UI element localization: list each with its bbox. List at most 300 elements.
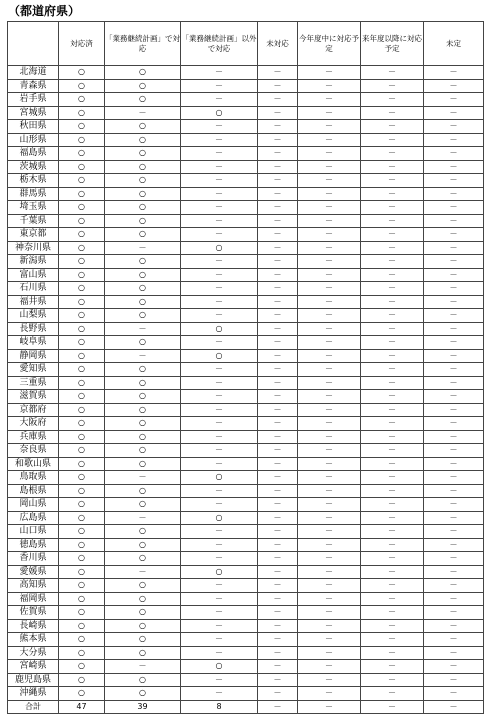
dash-mark: － xyxy=(424,511,484,525)
prefecture-name: 和歌山県 xyxy=(8,457,59,471)
table-row xyxy=(8,471,484,485)
prefecture-name: 静岡県 xyxy=(8,349,59,363)
dash-mark: － xyxy=(181,417,258,431)
dash-mark: － xyxy=(258,484,298,498)
circle-mark: ○ xyxy=(181,241,258,255)
circle-mark: ○ xyxy=(59,430,105,444)
prefecture-name: 茨城県 xyxy=(8,160,59,174)
table-row xyxy=(8,633,484,647)
dash-mark: － xyxy=(298,390,361,404)
dash-mark: － xyxy=(258,214,298,228)
prefecture-name: 東京都 xyxy=(8,228,59,242)
dash-mark: － xyxy=(298,93,361,107)
dash-mark: － xyxy=(298,120,361,134)
dash-mark: － xyxy=(361,93,424,107)
dash-mark: － xyxy=(361,282,424,296)
table-row xyxy=(8,282,484,296)
dash-mark: － xyxy=(181,579,258,593)
dash-mark: － xyxy=(258,471,298,485)
circle-mark: ○ xyxy=(105,201,181,215)
circle-mark: ○ xyxy=(59,660,105,674)
circle-mark: ○ xyxy=(59,525,105,539)
dash-mark: － xyxy=(181,93,258,107)
dash-mark: － xyxy=(258,552,298,566)
circle-mark: ○ xyxy=(59,309,105,323)
table-row xyxy=(8,646,484,660)
dash-mark: － xyxy=(181,619,258,633)
dash-mark: － xyxy=(298,336,361,350)
dash-mark: － xyxy=(181,403,258,417)
total-value: － xyxy=(298,700,361,713)
prefecture-name: 三重県 xyxy=(8,376,59,390)
prefecture-name: 神奈川県 xyxy=(8,241,59,255)
circle-mark: ○ xyxy=(59,255,105,269)
dash-mark: － xyxy=(424,592,484,606)
dash-mark: － xyxy=(361,363,424,377)
prefecture-name: 千葉県 xyxy=(8,214,59,228)
prefecture-name: 北海道 xyxy=(8,66,59,80)
circle-mark: ○ xyxy=(59,471,105,485)
dash-mark: － xyxy=(424,660,484,674)
circle-mark: ○ xyxy=(105,79,181,93)
dash-mark: － xyxy=(361,241,424,255)
total-value: 8 xyxy=(181,700,258,713)
circle-mark: ○ xyxy=(59,565,105,579)
dash-mark: － xyxy=(181,120,258,134)
circle-mark: ○ xyxy=(105,336,181,350)
dash-mark: － xyxy=(258,390,298,404)
dash-mark: － xyxy=(258,660,298,674)
dash-mark: － xyxy=(361,484,424,498)
table-row xyxy=(8,228,484,242)
dash-mark: － xyxy=(258,538,298,552)
circle-mark: ○ xyxy=(59,498,105,512)
table-row xyxy=(8,525,484,539)
prefecture-name: 大分県 xyxy=(8,646,59,660)
prefecture-name: 岩手県 xyxy=(8,93,59,107)
circle-mark: ○ xyxy=(105,444,181,458)
table-row xyxy=(8,457,484,471)
dash-mark: － xyxy=(258,673,298,687)
dash-mark: － xyxy=(181,390,258,404)
prefecture-name: 石川県 xyxy=(8,282,59,296)
circle-mark: ○ xyxy=(59,133,105,147)
dash-mark: － xyxy=(258,457,298,471)
dash-mark: － xyxy=(424,552,484,566)
prefecture-name: 沖縄県 xyxy=(8,687,59,701)
dash-mark: － xyxy=(298,592,361,606)
dash-mark: － xyxy=(181,552,258,566)
dash-mark: － xyxy=(181,147,258,161)
dash-mark: － xyxy=(105,511,181,525)
dash-mark: － xyxy=(181,376,258,390)
dash-mark: － xyxy=(424,633,484,647)
table-row xyxy=(8,538,484,552)
dash-mark: － xyxy=(424,201,484,215)
dash-mark: － xyxy=(258,295,298,309)
circle-mark: ○ xyxy=(105,133,181,147)
circle-mark: ○ xyxy=(59,241,105,255)
prefecture-name: 栃木県 xyxy=(8,174,59,188)
prefecture-name: 鹿児島県 xyxy=(8,673,59,687)
dash-mark: － xyxy=(181,228,258,242)
table-row xyxy=(8,376,484,390)
circle-mark: ○ xyxy=(181,106,258,120)
circle-mark: ○ xyxy=(105,633,181,647)
dash-mark: － xyxy=(361,633,424,647)
dash-mark: － xyxy=(424,147,484,161)
prefecture-name: 島根県 xyxy=(8,484,59,498)
dash-mark: － xyxy=(424,93,484,107)
dash-mark: － xyxy=(258,160,298,174)
table-row xyxy=(8,147,484,161)
table-row xyxy=(8,106,484,120)
dash-mark: － xyxy=(258,336,298,350)
circle-mark: ○ xyxy=(105,646,181,660)
dash-mark: － xyxy=(258,687,298,701)
dash-mark: － xyxy=(298,106,361,120)
prefecture-name: 富山県 xyxy=(8,268,59,282)
prefecture-name: 福井県 xyxy=(8,295,59,309)
prefecture-name: 兵庫県 xyxy=(8,430,59,444)
dash-mark: － xyxy=(258,147,298,161)
dash-mark: － xyxy=(258,633,298,647)
dash-mark: － xyxy=(181,430,258,444)
header-row xyxy=(8,22,484,66)
prefecture-name: 広島県 xyxy=(8,511,59,525)
table-row xyxy=(8,403,484,417)
circle-mark: ○ xyxy=(105,120,181,134)
prefecture-name: 山梨県 xyxy=(8,309,59,323)
dash-mark: － xyxy=(258,511,298,525)
dash-mark: － xyxy=(361,457,424,471)
dash-mark: － xyxy=(361,214,424,228)
total-value: 47 xyxy=(59,700,105,713)
dash-mark: － xyxy=(181,484,258,498)
dash-mark: － xyxy=(258,579,298,593)
circle-mark: ○ xyxy=(59,106,105,120)
dash-mark: － xyxy=(298,376,361,390)
dash-mark: － xyxy=(298,147,361,161)
dash-mark: － xyxy=(258,619,298,633)
table-row xyxy=(8,592,484,606)
dash-mark: － xyxy=(181,538,258,552)
dash-mark: － xyxy=(361,106,424,120)
prefecture-name: 山口県 xyxy=(8,525,59,539)
dash-mark: － xyxy=(298,417,361,431)
table-row xyxy=(8,187,484,201)
table-row xyxy=(8,241,484,255)
dash-mark: － xyxy=(181,160,258,174)
circle-mark: ○ xyxy=(59,268,105,282)
circle-mark: ○ xyxy=(59,93,105,107)
dash-mark: － xyxy=(361,673,424,687)
dash-mark: － xyxy=(361,687,424,701)
dash-mark: － xyxy=(258,444,298,458)
dash-mark: － xyxy=(105,241,181,255)
dash-mark: － xyxy=(258,363,298,377)
dash-mark: － xyxy=(258,646,298,660)
dash-mark: － xyxy=(361,309,424,323)
dash-mark: － xyxy=(361,79,424,93)
table-row xyxy=(8,336,484,350)
dash-mark: － xyxy=(298,430,361,444)
prefecture-name: 長野県 xyxy=(8,322,59,336)
circle-mark: ○ xyxy=(59,619,105,633)
dash-mark: － xyxy=(361,606,424,620)
circle-mark: ○ xyxy=(59,160,105,174)
prefecture-name: 鳥取県 xyxy=(8,471,59,485)
dash-mark: － xyxy=(424,174,484,188)
prefecture-name: 愛媛県 xyxy=(8,565,59,579)
circle-mark: ○ xyxy=(105,309,181,323)
dash-mark: － xyxy=(361,646,424,660)
dash-mark: － xyxy=(424,187,484,201)
circle-mark: ○ xyxy=(105,174,181,188)
dash-mark: － xyxy=(105,471,181,485)
dash-mark: － xyxy=(424,336,484,350)
circle-mark: ○ xyxy=(59,187,105,201)
prefecture-name: 秋田県 xyxy=(8,120,59,134)
table-row xyxy=(8,322,484,336)
circle-mark: ○ xyxy=(59,538,105,552)
dash-mark: － xyxy=(298,363,361,377)
dash-mark: － xyxy=(361,349,424,363)
dash-mark: － xyxy=(298,457,361,471)
dash-mark: － xyxy=(424,376,484,390)
table-row xyxy=(8,552,484,566)
total-value: － xyxy=(258,700,298,713)
dash-mark: － xyxy=(298,538,361,552)
dash-mark: － xyxy=(424,444,484,458)
dash-mark: － xyxy=(424,268,484,282)
prefecture-name: 埼玉県 xyxy=(8,201,59,215)
dash-mark: － xyxy=(258,93,298,107)
table-row xyxy=(8,349,484,363)
dash-mark: － xyxy=(361,376,424,390)
table-row xyxy=(8,565,484,579)
dash-mark: － xyxy=(361,579,424,593)
dash-mark: － xyxy=(424,228,484,242)
prefecture-name: 佐賀県 xyxy=(8,606,59,620)
dash-mark: － xyxy=(181,363,258,377)
table-row xyxy=(8,295,484,309)
dash-mark: － xyxy=(361,187,424,201)
prefecture-name: 徳島県 xyxy=(8,538,59,552)
dash-mark: － xyxy=(105,106,181,120)
dash-mark: － xyxy=(181,687,258,701)
dash-mark: － xyxy=(424,687,484,701)
dash-mark: － xyxy=(361,268,424,282)
prefecture-name: 京都府 xyxy=(8,403,59,417)
dash-mark: － xyxy=(424,565,484,579)
dash-mark: － xyxy=(181,646,258,660)
table-row xyxy=(8,160,484,174)
dash-mark: － xyxy=(258,376,298,390)
dash-mark: － xyxy=(181,525,258,539)
dash-mark: － xyxy=(424,363,484,377)
dash-mark: － xyxy=(258,228,298,242)
dash-mark: － xyxy=(258,592,298,606)
dash-mark: － xyxy=(361,201,424,215)
dash-mark: － xyxy=(298,565,361,579)
dash-mark: － xyxy=(361,430,424,444)
circle-mark: ○ xyxy=(59,633,105,647)
dash-mark: － xyxy=(298,687,361,701)
dash-mark: － xyxy=(298,79,361,93)
table-row xyxy=(8,79,484,93)
table-row xyxy=(8,417,484,431)
page-title: （都道府県） xyxy=(8,4,81,18)
circle-mark: ○ xyxy=(105,484,181,498)
table-row xyxy=(8,201,484,215)
dash-mark: － xyxy=(424,322,484,336)
dash-mark: － xyxy=(298,633,361,647)
table-row xyxy=(8,511,484,525)
circle-mark: ○ xyxy=(59,673,105,687)
circle-mark: ○ xyxy=(105,498,181,512)
circle-mark: ○ xyxy=(59,552,105,566)
table-row xyxy=(8,673,484,687)
circle-mark: ○ xyxy=(181,471,258,485)
dash-mark: － xyxy=(424,255,484,269)
circle-mark: ○ xyxy=(105,552,181,566)
table-row xyxy=(8,484,484,498)
dash-mark: － xyxy=(361,133,424,147)
dash-mark: － xyxy=(181,336,258,350)
circle-mark: ○ xyxy=(181,660,258,674)
dash-mark: － xyxy=(298,619,361,633)
circle-mark: ○ xyxy=(105,187,181,201)
dash-mark: － xyxy=(258,309,298,323)
prefecture-name: 宮城県 xyxy=(8,106,59,120)
circle-mark: ○ xyxy=(181,565,258,579)
circle-mark: ○ xyxy=(59,606,105,620)
column-header: 未対応 xyxy=(258,22,298,66)
dash-mark: － xyxy=(181,255,258,269)
circle-mark: ○ xyxy=(105,687,181,701)
dash-mark: － xyxy=(105,349,181,363)
dash-mark: － xyxy=(258,133,298,147)
dash-mark: － xyxy=(361,336,424,350)
circle-mark: ○ xyxy=(59,66,105,80)
column-header: 対応済 xyxy=(59,22,105,66)
circle-mark: ○ xyxy=(59,484,105,498)
dash-mark: － xyxy=(181,295,258,309)
table-row xyxy=(8,498,484,512)
dash-mark: － xyxy=(105,565,181,579)
dash-mark: － xyxy=(258,430,298,444)
dash-mark: － xyxy=(258,268,298,282)
circle-mark: ○ xyxy=(105,376,181,390)
dash-mark: － xyxy=(361,120,424,134)
circle-mark: ○ xyxy=(59,295,105,309)
dash-mark: － xyxy=(181,79,258,93)
circle-mark: ○ xyxy=(59,147,105,161)
dash-mark: － xyxy=(258,349,298,363)
dash-mark: － xyxy=(298,228,361,242)
prefecture-name: 香川県 xyxy=(8,552,59,566)
table-row xyxy=(8,660,484,674)
prefecture-name: 高知県 xyxy=(8,579,59,593)
dash-mark: － xyxy=(361,565,424,579)
dash-mark: － xyxy=(181,268,258,282)
circle-mark: ○ xyxy=(59,579,105,593)
dash-mark: － xyxy=(361,174,424,188)
table-row xyxy=(8,606,484,620)
prefecture-name: 新潟県 xyxy=(8,255,59,269)
circle-mark: ○ xyxy=(59,592,105,606)
prefecture-name: 山形県 xyxy=(8,133,59,147)
dash-mark: － xyxy=(424,390,484,404)
circle-mark: ○ xyxy=(59,646,105,660)
circle-mark: ○ xyxy=(105,619,181,633)
dash-mark: － xyxy=(424,579,484,593)
dash-mark: － xyxy=(298,241,361,255)
dash-mark: － xyxy=(361,619,424,633)
circle-mark: ○ xyxy=(105,160,181,174)
prefecture-name: 岡山県 xyxy=(8,498,59,512)
dash-mark: － xyxy=(258,106,298,120)
dash-mark: － xyxy=(361,538,424,552)
circle-mark: ○ xyxy=(105,295,181,309)
dash-mark: － xyxy=(424,295,484,309)
dash-mark: － xyxy=(298,606,361,620)
dash-mark: － xyxy=(298,201,361,215)
dash-mark: － xyxy=(298,133,361,147)
dash-mark: － xyxy=(181,282,258,296)
prefecture-name: 青森県 xyxy=(8,79,59,93)
dash-mark: － xyxy=(298,255,361,269)
circle-mark: ○ xyxy=(105,592,181,606)
dash-mark: － xyxy=(298,66,361,80)
dash-mark: － xyxy=(424,160,484,174)
dash-mark: － xyxy=(424,120,484,134)
prefecture-name: 奈良県 xyxy=(8,444,59,458)
dash-mark: － xyxy=(298,309,361,323)
dash-mark: － xyxy=(424,106,484,120)
dash-mark: － xyxy=(181,606,258,620)
dash-mark: － xyxy=(424,349,484,363)
dash-mark: － xyxy=(298,660,361,674)
circle-mark: ○ xyxy=(59,444,105,458)
dash-mark: － xyxy=(181,133,258,147)
dash-mark: － xyxy=(298,552,361,566)
total-value: － xyxy=(361,700,424,713)
dash-mark: － xyxy=(298,511,361,525)
dash-mark: － xyxy=(258,403,298,417)
dash-mark: － xyxy=(181,187,258,201)
dash-mark: － xyxy=(361,660,424,674)
dash-mark: － xyxy=(424,498,484,512)
circle-mark: ○ xyxy=(59,79,105,93)
dash-mark: － xyxy=(361,444,424,458)
column-header: 「業務継続計画」で対応 xyxy=(105,22,181,66)
dash-mark: － xyxy=(181,174,258,188)
table-row xyxy=(8,430,484,444)
circle-mark: ○ xyxy=(59,349,105,363)
circle-mark: ○ xyxy=(59,417,105,431)
table-row xyxy=(8,255,484,269)
total-label: 合計 xyxy=(8,700,59,713)
circle-mark: ○ xyxy=(59,201,105,215)
column-header: 「業務継続計画」以外で対応 xyxy=(181,22,258,66)
circle-mark: ○ xyxy=(59,511,105,525)
header-corner xyxy=(8,22,59,66)
table-body xyxy=(8,66,484,714)
circle-mark: ○ xyxy=(105,457,181,471)
prefecture-name: 群馬県 xyxy=(8,187,59,201)
